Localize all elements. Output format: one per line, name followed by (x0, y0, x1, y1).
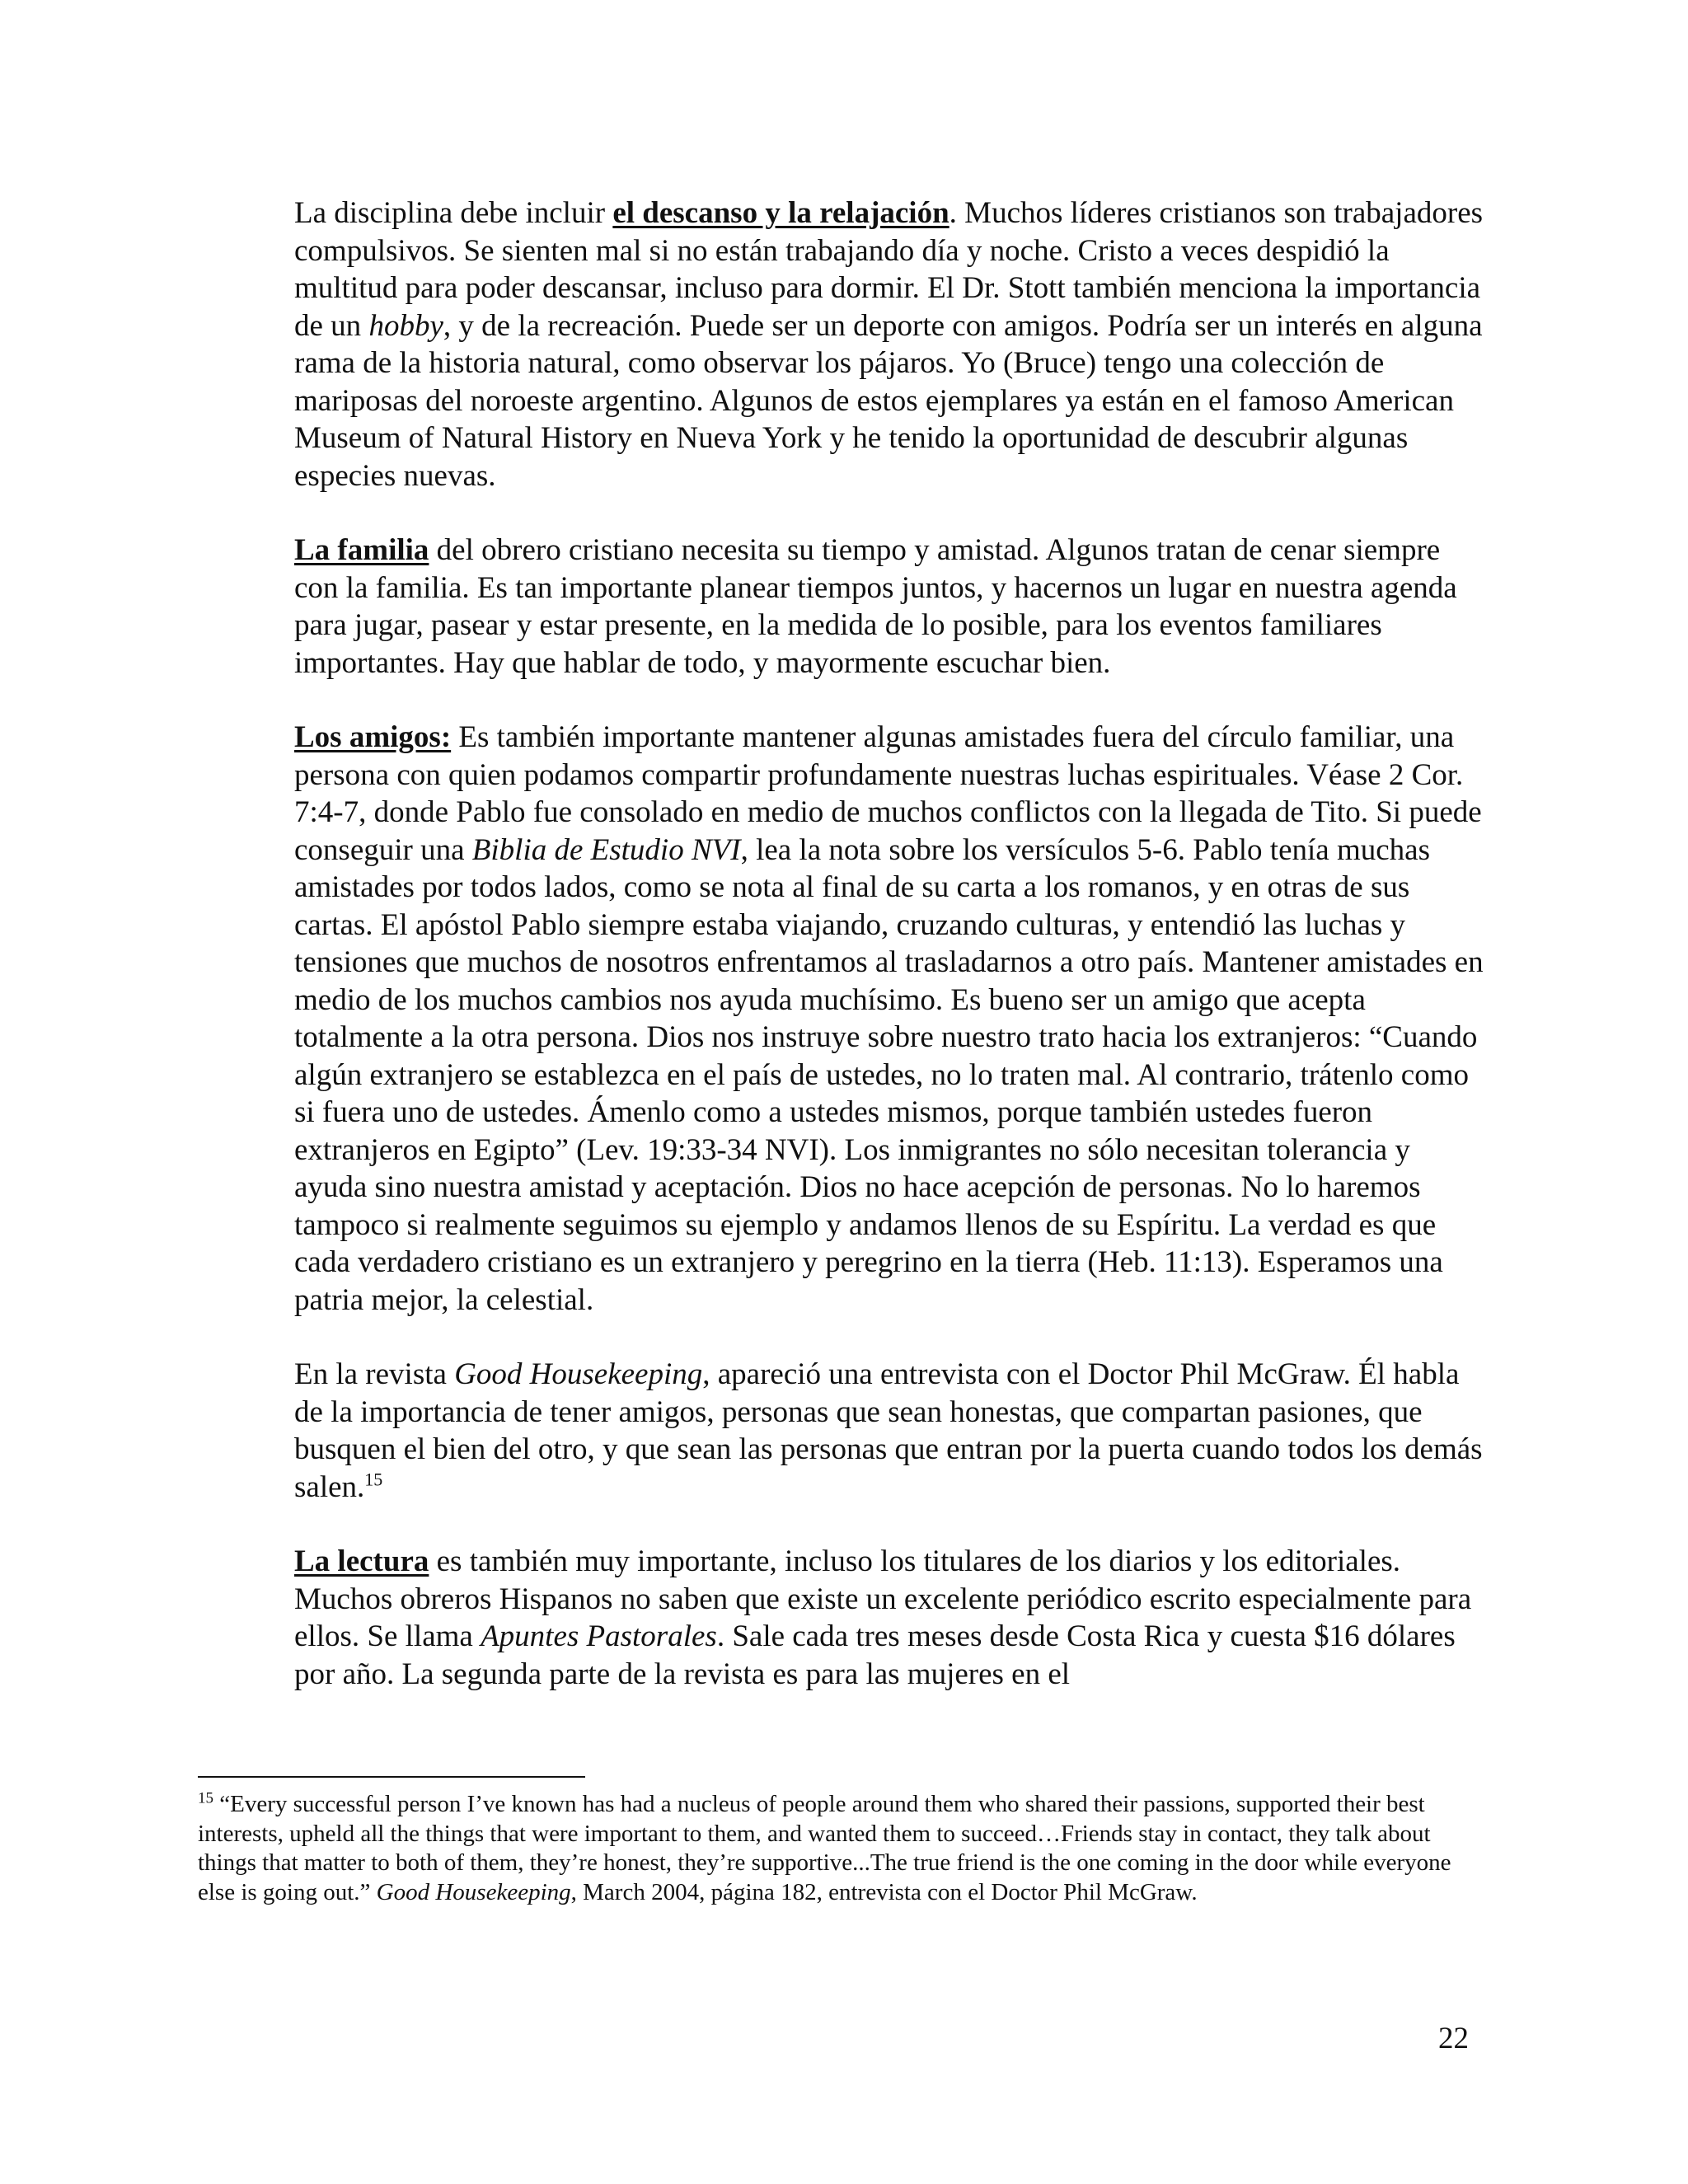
paragraph-prefix: En la revista (294, 1357, 455, 1391)
paragraph-rest-relaxation (294, 194, 1485, 494)
paragraph-text: del obrero cristiano necesita su tiempo y amistad. Algunos tratan de cenar siempre con la familia. Es tan importante planear tiempos juntos, y hacernos un lugar en nuestra agenda para jugar, pasear y estar presente, en la medida de lo posible, para los eventos familiares importantes. Hay que hablar de todo, y mayormente escuchar bien. (294, 533, 1457, 680)
emphasis-magazine-title: Good Housekeeping (454, 1357, 703, 1391)
paragraph-friends (294, 719, 1485, 1319)
footnote-text: “Every successful person I’ve known has had a nucleus of people around them who shared their passions, supported their best interests, upheld all the things that were important to them, and wanted them to succeed…Friends stay in contact, they talk about things that matter to both of them, they’re honest, they’re supportive...The true friend is the one coming in the door while everyone else is going out.” (198, 1791, 1451, 1905)
paragraph-text: , apareció una entrevista con el Doctor Phil McGraw. Él habla de la importancia de tener amigos, personas que sean honestas, que compartan pasiones, que busquen el bien del otro, y que sean las personas que entran por la puerta cuando todos los demás salen. (294, 1357, 1483, 1504)
paragraph-text: . Sale cada tres meses desde Costa Rica y cuesta $16 dólares por año. La segunda parte de la revista es para las mujeres en el (294, 1619, 1456, 1691)
paragraph-lead: Los amigos: (294, 720, 452, 754)
paragraph-reading (294, 1543, 1485, 1693)
footnote (198, 1790, 1484, 1907)
footnote-magazine-title: Good Housekeeping (376, 1878, 571, 1905)
emphasis-magazine-title: Apuntes Pastorales (481, 1619, 717, 1653)
footnote-divider (198, 1776, 585, 1778)
page-number: 22 (1438, 2022, 1469, 2055)
paragraph-lead: La familia (294, 533, 429, 567)
paragraph-prefix: La disciplina debe incluir (294, 196, 613, 230)
paragraph-family (294, 532, 1485, 682)
footnote-number: 15 (198, 1789, 213, 1807)
paragraph-text: , lea la nota sobre los versículos 5-6. Pablo tenía muchas amistades por todos lados, como se nota al final de su carta a los romanos, y en otras de sus cartas. El apóstol Pablo siempre estaba viajando, cruzando culturas, y entendió las luchas y tensiones que muchos de nosotros enfrentamos al trasladarnos a otro país. Mantener amistades en medio de los muchos cambios nos ayuda muchísimo. Es bueno ser un amigo que acepta totalmente a la otra persona. Dios nos instruye sobre nuestro trato hacia los extranjeros: “Cuando algún extranjero se establezca en el país de ustedes, no lo traten mal. Al contrario, trátenlo como si fuera uno de ustedes. Ámenlo como a ustedes mismos, porque también ustedes fueron extranjeros en Egipto” (Lev. 19:33-34 NVI). Los inmigrantes no sólo necesitan tolerancia y ayuda sino nuestra amistad y aceptación. Dios no hace acepción de personas. No lo haremos tampoco si realmente seguimos su ejemplo y andamos llenos de su Espíritu. La verdad es que cada verdadero cristiano es un extranjero y peregrino en la tierra (Heb. 11:13). Esperamos una patria mejor, la celestial. (294, 832, 1484, 1317)
paragraph-good-housekeeping (294, 1356, 1485, 1506)
paragraph-text: , y de la recreación. Puede ser un deporte con amigos. Podría ser un interés en alguna rama de la historia natural, como observar los pájaros. Yo (Bruce) tengo una colección de mariposas del noroeste argentino. Algunos de estos ejemplares ya están en el famoso American Museum of Natural History en Nueva York y he tenido la oportunidad de descubrir algunas especies nuevas. (294, 308, 1483, 493)
footnote-text: , March 2004, página 182, entrevista con el Doctor Phil McGraw. (570, 1878, 1198, 1905)
paragraph-text: es también muy importante, incluso los titulares de los diarios y los editoriales. Muchos obreros Hispanos no saben que existe un excelente periódico escrito especialmente para ellos. Se llama (294, 1544, 1472, 1653)
paragraph-lead: el descanso y la relajación (612, 196, 950, 230)
body-text (294, 194, 1485, 1730)
emphasis-bible-title: Biblia de Estudio NVI (471, 832, 741, 867)
emphasis-hobby: hobby (368, 308, 443, 343)
paragraph-text: Es también importante mantener algunas amistades fuera del círculo familiar, una persona con quien podamos compartir profundamente nuestras luchas espirituales. Véase 2 Cor. 7:4-7, donde Pablo fue consolado en medio de muchos conflictos con la llegada de Tito. Si puede conseguir una (294, 720, 1482, 867)
paragraph-lead: La lectura (294, 1544, 429, 1578)
paragraph-text: . Muchos líderes cristianos son trabajadores compulsivos. Se sienten mal si no están trabajando día y noche. Cristo a veces despidió la multitud para poder descansar, incluso para dormir. El Dr. Stott también menciona la importancia de un (294, 196, 1484, 343)
footnote-reference[interactable]: 15 (364, 1469, 383, 1490)
